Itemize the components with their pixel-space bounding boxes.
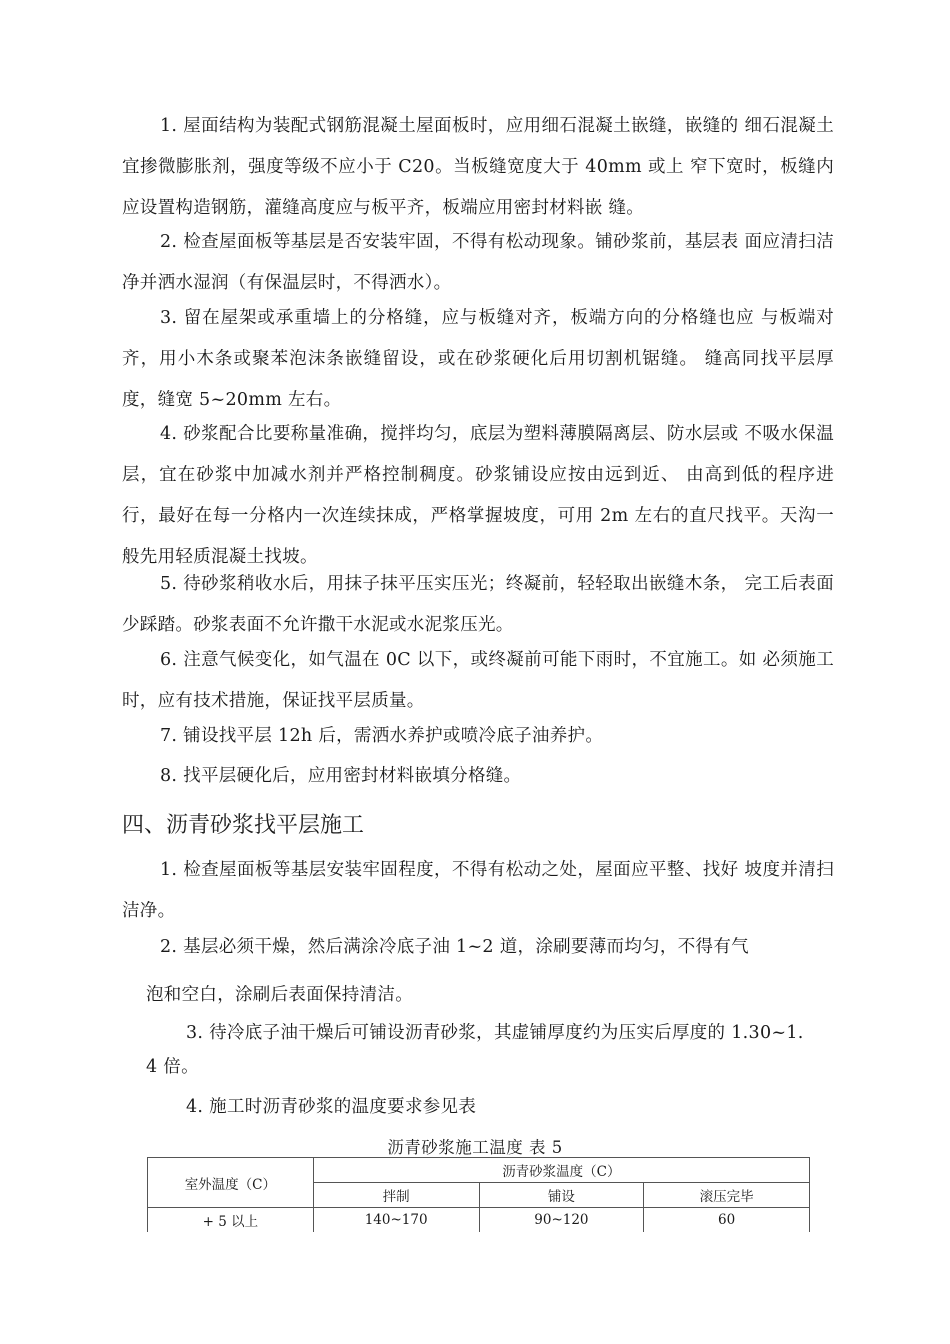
- section-heading: 四、沥青砂浆找平层施工: [122, 813, 365, 838]
- section4-paragraph-1: 1. 检查屋面板等基层安装牢固程度，不得有松动之处，屋面应平整、找好 坡度并清扫洁净。: [122, 860, 834, 921]
- section4-paragraph-2-line-2: 泡和空白，涂刷后表面保持清洁。: [146, 985, 413, 1005]
- table-header-row: [148, 1158, 810, 1183]
- section4-paragraph-4: 4. 施工时沥青砂浆的温度要求参见表: [186, 1097, 477, 1117]
- header-mix: 拌制: [313, 1183, 479, 1208]
- header-outdoor-temp: 室外温度（C）: [148, 1158, 314, 1208]
- section4-paragraph-2-line-1: 2. 基层必须干燥，然后满涂冷底子油 1~2 道，涂刷要薄而均匀，不得有气: [160, 937, 749, 957]
- header-roll: 滚压完毕: [644, 1183, 810, 1208]
- section4-paragraph-3-line-2: 4 倍。: [146, 1057, 199, 1077]
- table-row: [148, 1208, 810, 1233]
- cell-outdoor: + 5 以上: [148, 1208, 314, 1233]
- paragraph-8: 8. 找平层硬化后，应用密封材料嵌填分格缝。: [160, 766, 522, 786]
- table-title: 沥青砂浆施工温度 表 5: [387, 1138, 563, 1157]
- cell-roll: 60: [644, 1208, 810, 1233]
- paragraph-7: 7. 铺设找平层 12h 后，需洒水养护或喷冷底子油养护。: [160, 726, 604, 746]
- cell-lay: 90~120: [479, 1208, 644, 1233]
- paragraph-5: 5. 待砂浆稍收水后，用抹子抹平压实压光；终凝前，轻轻取出嵌缝木条， 完工后表面少踩踏。砂浆表面不允许撒干水泥或水泥浆压光。: [122, 574, 834, 635]
- temperature-table: [147, 1157, 810, 1232]
- header-lay: 铺设: [479, 1183, 644, 1208]
- paragraph-3: 3. 留在屋架或承重墙上的分格缝，应与板缝对齐，板端方向的分格缝也应 与板端对齐，用小木条或聚苯泡沫条嵌缝留设，或在砂浆硬化后用切割机锯缝。 缝高同找平层厚度，缝宽 5~20mm 左右。: [122, 308, 834, 410]
- cell-mix: 140~170: [313, 1208, 479, 1233]
- paragraph-6: 6. 注意气候变化，如气温在 0C 以下，或终凝前可能下雨时，不宜施工。如 必须施工时，应有技术措施，保证找平层质量。: [122, 650, 834, 711]
- section4-paragraph-3-line-1: 3. 待冷底子油干燥后可铺设沥青砂浆，其虚铺厚度约为压实后厚度的 1.30~1.: [186, 1023, 804, 1043]
- paragraph-1: 1. 屋面结构为装配式钢筋混凝土屋面板时，应用细石混凝土嵌缝，嵌缝的 细石混凝土宜掺微膨胀剂，强度等级不应小于 C20。当板缝宽度大于 40mm 或上 窄下宽时，板缝内应设置构造钢筋，灌缝高度应与板平齐，板端应用密封材料嵌 缝。: [122, 116, 834, 218]
- header-asphalt-temp: 沥青砂浆温度（C）: [313, 1158, 809, 1183]
- paragraph-4: 4. 砂浆配合比要称量准确，搅拌均匀，底层为塑料薄膜隔离层、防水层或 不吸水保温层，宜在砂浆中加减水剂并严格控制稠度。砂浆铺设应按由远到近、 由高到低的程序进行，最好在每一分格内一次连续抹成，严格掌握坡度，可用 2m 左右的直尺找平。天沟一般先用轻质混凝土找坡。: [122, 424, 834, 567]
- paragraph-2: 2. 检查屋面板等基层是否安装牢固，不得有松动现象。铺砂浆前，基层表 面应清扫洁净并洒水湿润（有保温层时，不得洒水）。: [122, 232, 834, 293]
